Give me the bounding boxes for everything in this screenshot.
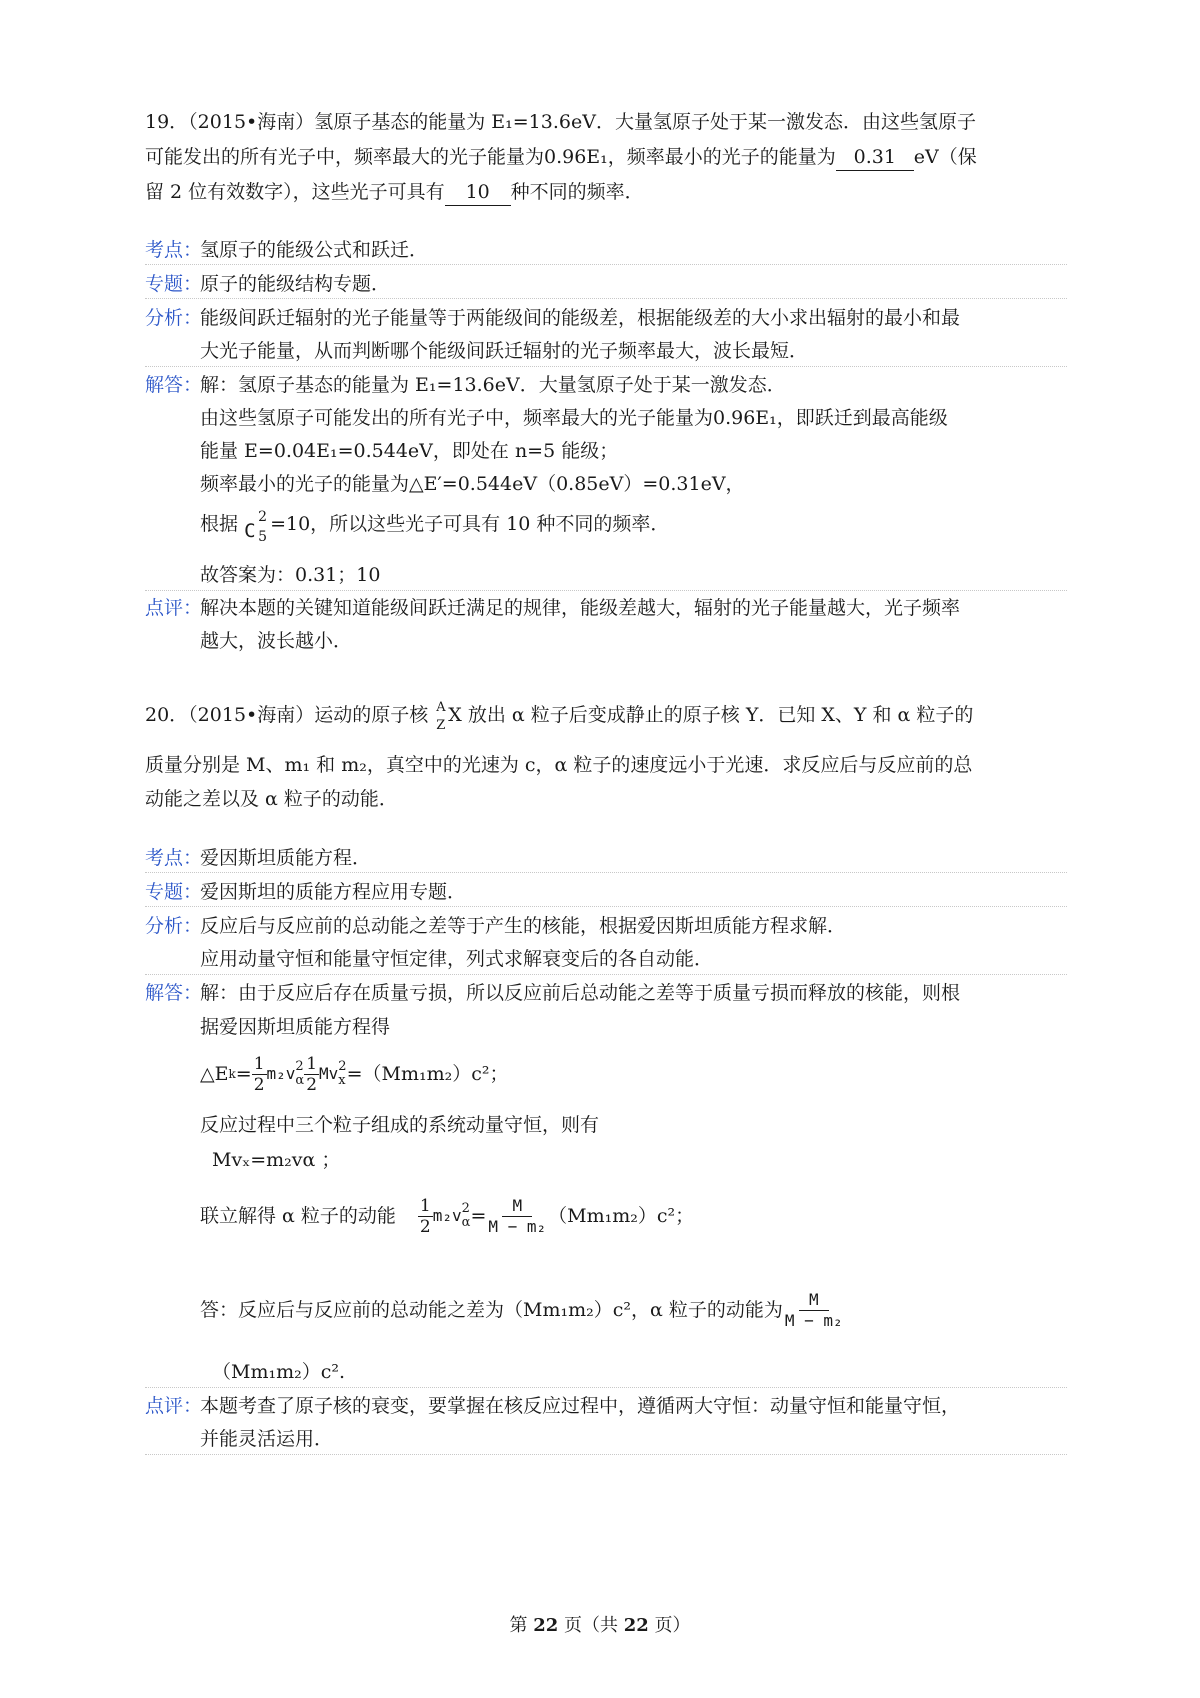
- q20-zhuanti: 爱因斯坦的质能方程应用专题．: [200, 881, 467, 903]
- q19-dianping-line1: 解决本题的关键知道能级间跃迁满足的规律，能级差越大，辐射的光子能量越大，光子频率: [200, 597, 961, 619]
- q20-dianping-line2: 并能灵活运用．: [200, 1428, 334, 1450]
- q20-dianping-label: 点评：: [145, 1395, 203, 1417]
- eq-m2v: m₂v: [432, 1206, 462, 1225]
- q19-jieda-line5: [200, 509, 670, 545]
- fraction-denominator: 2: [253, 1074, 265, 1095]
- q20-stem-line2: 质量分别是 M、m₁ 和 m₂，真空中的光速为 c，α 粒子的速度远小于光速．求反应后与反应前的总: [145, 754, 973, 776]
- divider: [145, 264, 1067, 265]
- eq-mv: Mv: [319, 1064, 339, 1083]
- combination-sup: 2: [258, 509, 267, 525]
- q20-answer-text: 答：反应后与反应前的总动能之差为（Mm₁m₂）c²，α 粒子的动能为: [200, 1299, 783, 1321]
- eq-sub-x: x: [338, 1073, 346, 1088]
- q19-jieda-line1: 解：氢原子基态的能量为 E₁=13.6eV．大量氢原子处于某一激发态．: [200, 374, 786, 396]
- q19-dianping-line2: 越大，波长越小．: [200, 630, 353, 652]
- q19-dianping-label: 点评：: [145, 597, 203, 619]
- divider: [145, 974, 1067, 975]
- combination-sub: 5: [258, 529, 267, 545]
- q20-fenxi-label: 分析：: [145, 915, 203, 937]
- footer-total-pages: 22: [623, 1615, 649, 1636]
- fraction-numerator: M: [799, 1290, 829, 1311]
- q20-stem-text: 20．（2015•海南）运动的原子核: [145, 704, 429, 726]
- atomic-number: Z: [436, 718, 446, 733]
- q19-stem-text: 可能发出的所有光子中，频率最大的光子能量为0.96E₁，频率最小的光子的能量为: [145, 146, 836, 168]
- q19-zhuanti-label: 专题：: [145, 273, 203, 295]
- q19-jieda-text: =10，所以这些光子可具有 10 种不同的频率．: [270, 513, 670, 535]
- q20-jieda-line2: 据爱因斯坦质能方程得: [200, 1016, 391, 1038]
- q20-final-answer: [200, 1280, 845, 1340]
- q19-jieda-line2: 由这些氢原子可能发出的所有光子中，频率最大的光子能量为0.96E₁，即跃迁到最高能级: [200, 407, 948, 429]
- eq-m2v: m₂v: [266, 1064, 296, 1083]
- q20-jieda-label: 解答：: [145, 982, 203, 1004]
- q19-answer-blank-energy: 0.31: [836, 144, 914, 171]
- q20-jieda-text: 联立解得 α 粒子的动能: [200, 1205, 396, 1227]
- eq-sub-alpha: α: [461, 1215, 471, 1230]
- q19-jieda-line3: 能量 E=0.04E₁=0.544eV，即处在 n=5 能级；: [200, 440, 619, 462]
- eq-equals: =: [470, 1205, 487, 1227]
- nuclide-notation: [434, 700, 448, 733]
- combination-letter: C: [244, 520, 256, 542]
- q19-fenxi-label: 分析：: [145, 307, 203, 329]
- q19-stem-text: eV（保: [913, 146, 977, 168]
- fraction-half: [252, 1054, 267, 1095]
- divider: [145, 298, 1067, 299]
- fraction-numerator: 1: [419, 1195, 431, 1216]
- q20-equation-alpha-ke: [200, 1186, 694, 1246]
- q20-dianping-line1: 本题考查了原子核的衰变，要掌握在核反应过程中，遵循两大守恒：动量守恒和能量守恒，: [200, 1395, 961, 1417]
- eq-v-scripts: [462, 1202, 471, 1230]
- divider: [145, 1454, 1067, 1455]
- q19-answer-blank-frequency: 10: [445, 179, 511, 206]
- footer-post: 页）: [654, 1615, 691, 1636]
- q20-kaodian-label: 考点：: [145, 847, 203, 869]
- fraction-mass-ratio: [783, 1290, 845, 1331]
- divider: [145, 590, 1067, 591]
- q20-momentum-equation: Mvₓ=m₂vα ；: [212, 1149, 341, 1171]
- eq-rhs: =（Mm₁m₂）c²；: [346, 1063, 509, 1085]
- q19-stem-line3: [145, 179, 644, 206]
- q19-zhuanti: 原子的能级结构专题．: [200, 273, 391, 295]
- q19-fenxi-line2: 大光子能量，从而判断哪个能级间跃迁辐射的光子频率最大，波长最短．: [200, 340, 809, 362]
- q20-stem-line3: 动能之差以及 α 粒子的动能．: [145, 788, 398, 810]
- q20-stem-line1: [145, 700, 974, 733]
- eq-v-scripts: [338, 1060, 346, 1088]
- q19-stem-text: 种不同的频率．: [510, 181, 644, 203]
- q19-stem-line1: 19．（2015•海南）氢原子基态的能量为 E₁=13.6eV．大量氢原子处于某一激发态．由这些氢原子: [145, 111, 976, 133]
- q19-fenxi-line1: 能级间跃迁辐射的光子能量等于两能级间的能级差，根据能级差的大小求出辐射的最小和最: [200, 307, 961, 329]
- footer-page-number: 22: [533, 1615, 559, 1636]
- q19-jieda-label: 解答：: [145, 374, 203, 396]
- fraction-denominator: 2: [419, 1216, 431, 1237]
- eq-lhs: △E: [200, 1063, 229, 1085]
- q20-final-answer-cont: （Mm₁m₂）c².: [212, 1361, 346, 1383]
- q19-kaodian: 氢原子的能级公式和跃迁．: [200, 239, 429, 261]
- q20-fenxi-line2: 应用动量守恒和能量守恒定律，列式求解衰变后的各自动能．: [200, 948, 714, 970]
- eq-sup: 2: [461, 1201, 470, 1216]
- footer-pre: 第: [509, 1615, 528, 1636]
- q19-stem-line2: [145, 144, 977, 171]
- q19-jieda-text: 根据: [200, 513, 239, 535]
- page-footer: [0, 1611, 1200, 1637]
- q19-jieda-line4: 频率最小的光子的能量为△E′=0.544eV（0.85eV）=0.31eV，: [200, 473, 745, 495]
- q20-jieda-line3: 反应过程中三个粒子组成的系统动量守恒，则有: [200, 1114, 600, 1136]
- divider: [145, 366, 1067, 367]
- q19-kaodian-label: 考点：: [145, 239, 203, 261]
- fraction-numerator: 1: [306, 1053, 318, 1074]
- divider: [145, 1387, 1067, 1388]
- fraction-mass-ratio: [486, 1196, 548, 1237]
- fraction-denominator: M − m₂: [784, 1310, 843, 1330]
- mass-number: A: [436, 700, 446, 715]
- divider: [145, 872, 1067, 873]
- q20-stem-text: X 放出 α 粒子后变成静止的原子核 Y．已知 X、Y 和 α 粒子的: [448, 704, 974, 726]
- q20-zhuanti-label: 专题：: [145, 881, 203, 903]
- fraction-half: [304, 1054, 319, 1095]
- fraction-numerator: M: [502, 1196, 532, 1217]
- eq-v-scripts: [295, 1060, 304, 1088]
- fraction-denominator: M − m₂: [488, 1216, 547, 1236]
- eq-sub-alpha: α: [295, 1073, 305, 1088]
- eq-sub-k: k: [228, 1067, 236, 1081]
- fraction-half: [418, 1196, 433, 1237]
- q20-equation-delta-ek: [200, 1048, 508, 1100]
- combination-symbol: [244, 509, 270, 545]
- fraction-denominator: 2: [306, 1074, 318, 1095]
- eq-equals: =: [235, 1063, 252, 1085]
- q20-jieda-line1: 解：由于反应后存在质量亏损，所以反应前后总动能之差等于质量亏损而释放的核能，则根: [200, 982, 961, 1004]
- footer-mid: 页（共: [564, 1615, 618, 1636]
- eq-rhs: （Mm₁m₂）c²；: [548, 1205, 695, 1227]
- q20-fenxi-line1: 反应后与反应前的总动能之差等于产生的核能，根据爱因斯坦质能方程求解．: [200, 915, 847, 937]
- q19-stem-text: 留 2 位有效数字），这些光子可具有: [145, 181, 445, 203]
- eq-sup: 2: [295, 1059, 304, 1074]
- divider: [145, 906, 1067, 907]
- q20-kaodian: 爱因斯坦质能方程．: [200, 847, 372, 869]
- fraction-numerator: 1: [253, 1053, 265, 1074]
- eq-sup: 2: [338, 1059, 347, 1074]
- q19-answer-summary: 故答案为：0.31；10: [200, 564, 381, 586]
